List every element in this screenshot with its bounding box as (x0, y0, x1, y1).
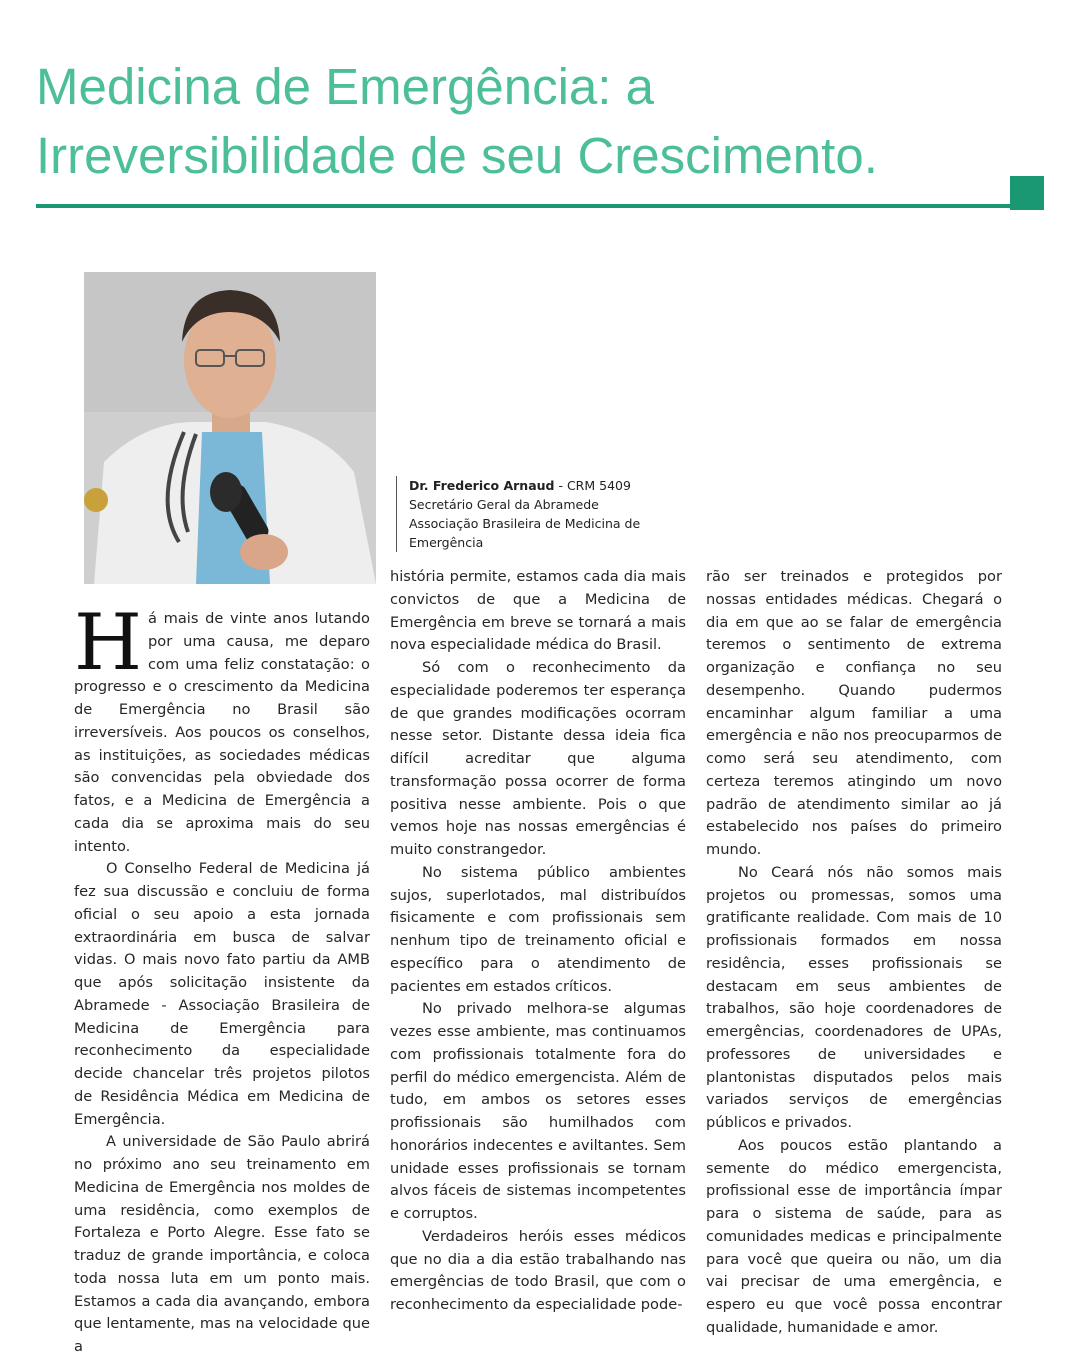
article-column-3 (706, 566, 1002, 1340)
paragraph-3: A universidade de São Paulo abrirá no próximo ano seu treinamento em Medicina de Emergência nos moldes de uma residência, como exemplos de Fortaleza e Porto Alegre. Esse fato se traduz de grande importância, e coloca toda nossa luta em um ponto mais. Estamos a cada dia avançando, embora que lentamente, mas na velocidade que a (74, 1133, 370, 1355)
author-role: Secretário Geral da Abramede (409, 497, 599, 512)
author-photo (84, 272, 376, 584)
author-photo-illustration (84, 272, 376, 584)
accent-square (1010, 176, 1044, 210)
paragraph-4: Só com o reconhecimento da especialidade poderemos ter esperança de que grandes modificações ocorram nesse setor. Distante dessa ideia fica difícil acreditar que alguma transformação possa ocorrer de forma positiva nesse ambiente. Pois o que vemos hoje nas nossas emergências é muito constrangedor. (390, 659, 686, 858)
paragraph-1-text: á mais de vinte anos lutando por uma causa, me deparo com uma feliz constatação: o progresso e o crescimento da Medicina de Emergência no Brasil são irreversíveis. Aos poucos os conselhos, as instituições, as sociedades médicas são convencidas pela obviedade dos fatos, e a Medicina de Emergência a cada dia se aproxima mais do seu intento. (74, 610, 370, 855)
article-column-1 (74, 598, 370, 1359)
paragraph-7-continued: rão ser treinados e protegidos por nossas entidades médicas. Chegará o dia em que ao se falar de emergência teremos o sentimento de extrema organização e confiança no seu desempenho. Quando pudermos encaminhar algum familiar a uma emergência e não nos preocuparmos de como será seu atendimento, com certeza teremos atingindo um novo padrão de atendimento similar ao já estabelecido nos países do primeiro mundo. (706, 568, 1002, 858)
paragraph-7: Verdadeiros heróis esses médicos que no dia a dia estão trabalhando nas emergências de todo Brasil, que com o reconhecimento da especialidade pode- (390, 1227, 686, 1313)
paragraph-2: O Conselho Federal de Medicina já fez sua discussão e concluiu de forma oficial o seu apoio a esta jornada extraordinária em busca de salvar vidas. O mais novo fato partiu da AMB que após solicitação insistente da Abramede - Associação Brasileira de Medicina de Emergência para reconhecimento da especialidade decide chancelar três projetos pilotos de Residência Médica em Medicina de Emergência. (74, 860, 370, 1128)
paragraph-6: No privado melhora-se algumas vezes esse ambiente, mas continuamos com profissionais totalmente fora do perfil do médico emergencista. Além de tudo, em ambos os setores esses profissionais são humilhados com honorários indecentes e aviltantes. Sem unidade esses profissionais se tornam alvos fáceis de sistemas incompetentes e corruptos. (390, 1000, 686, 1222)
article-title (36, 52, 1016, 190)
author-crm: - CRM 5409 (554, 478, 631, 493)
paragraph-3-continued: história permite, estamos cada dia mais convictos de que a Medicina de Emergência em breve se tornará a mais nova especialidade médica do Brasil. (390, 568, 686, 654)
title-line-2: Irreversibilidade de seu Crescimento. (36, 127, 878, 184)
paragraph-1 (74, 598, 370, 858)
title-underline (36, 204, 1036, 208)
paragraph-5: No sistema público ambientes sujos, superlotados, mal distribuídos fisicamente e com profissionais sem nenhum tipo de treinamento oficial e específico para o atendimento de pacientes em estados críticos. (390, 863, 686, 995)
drop-cap: H (74, 598, 143, 688)
article-column-2 (390, 566, 686, 1317)
author-org: Associação Brasileira de Medicina de Emergência (409, 516, 641, 550)
author-name: Dr. Frederico Arnaud (409, 478, 555, 493)
photo-caption (396, 476, 709, 552)
paragraph-8: No Ceará nós não somos mais projetos ou promessas, somos uma gratificante realidade. Com mais de 10 profissionais formados em nossa residência, esses profissionais se destacam em seus ambientes de trabalhos, são hoje coordenadores de emergências, coordenadores de UPAs, professores de universidades e plantonistas disputados pelos mais variados serviços de emergências públicos e privados. (706, 863, 1002, 1131)
title-line-1: Medicina de Emergência: a (36, 58, 655, 115)
paragraph-9: Aos poucos estão plantando a semente do médico emergencista, profissional esse de importância ímpar para o sistema de saúde, para as comunidades medicas e principalmente para você que queira ou não, um dia vai precisar de uma emergência, e espero eu que você possa encontrar qualidade, humanidade e amor. (706, 1136, 1002, 1336)
